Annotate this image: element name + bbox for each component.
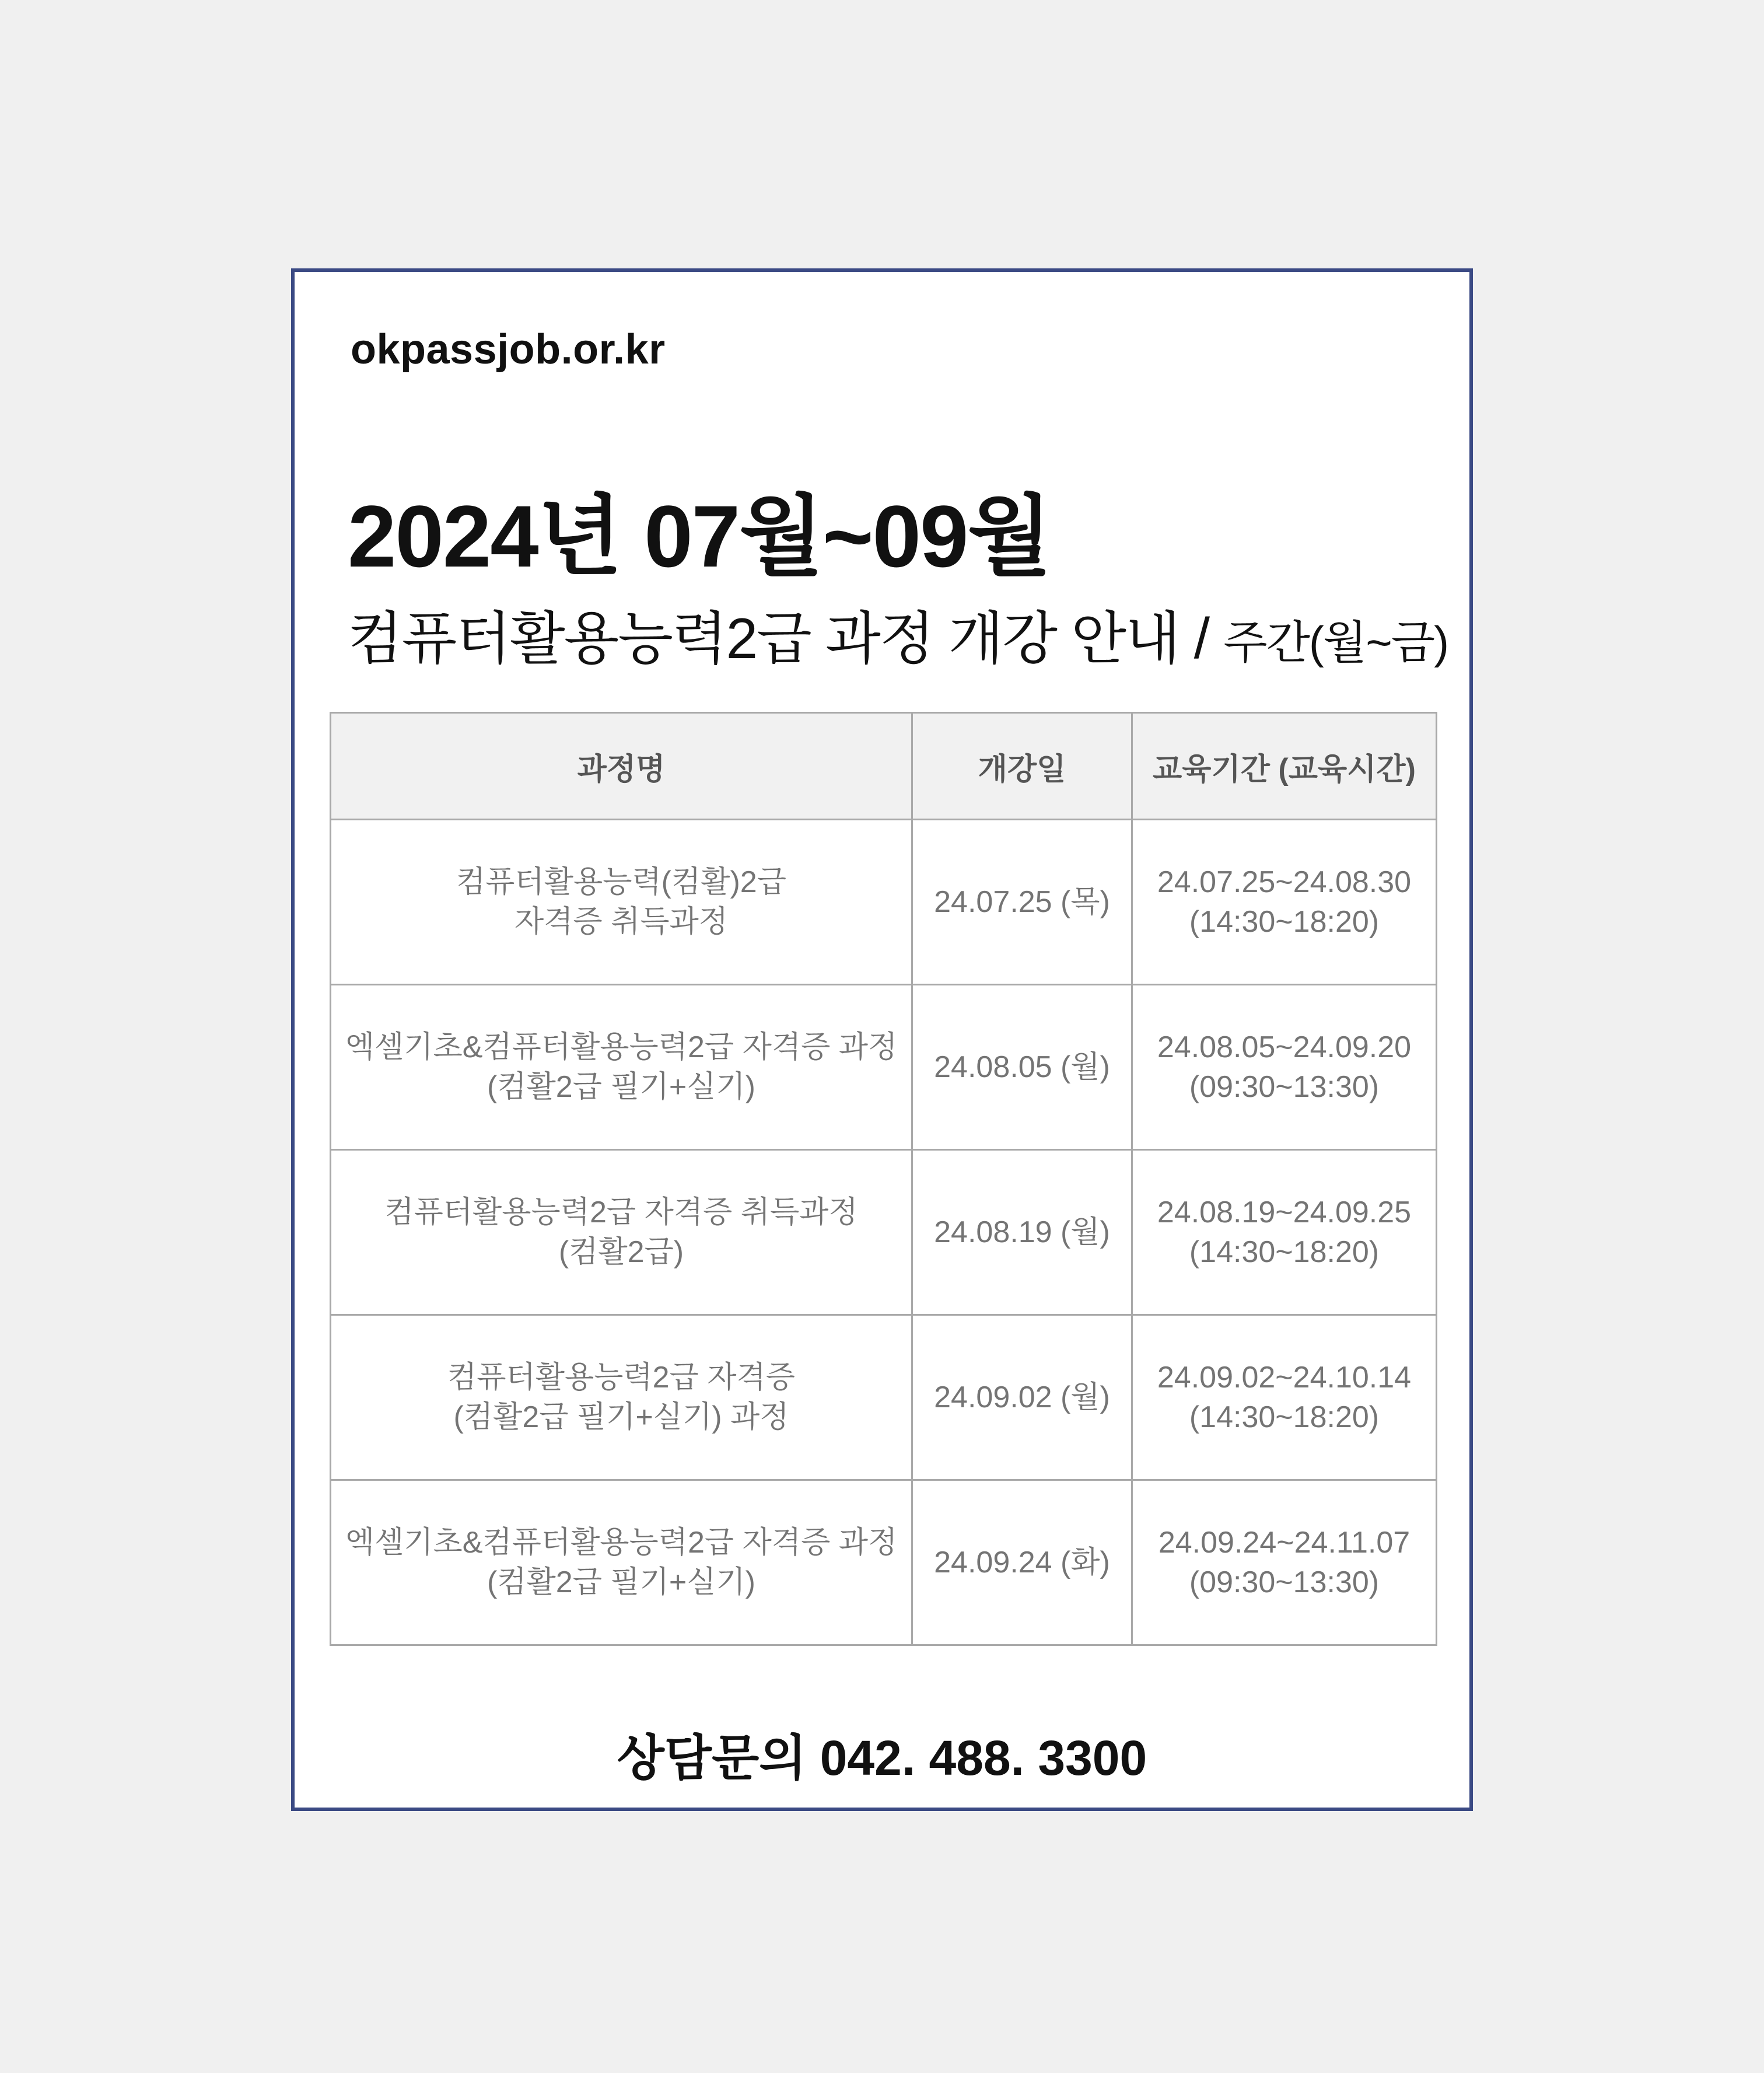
table-row <box>331 820 1437 985</box>
start-date-cell <box>912 1315 1132 1480</box>
start-date: 24.09.02 (월) <box>934 1380 1110 1414</box>
start-date: 24.08.05 (월) <box>934 1050 1110 1084</box>
course-name-line: (컴활2급 필기+실기) 과정 <box>453 1400 789 1434</box>
notice-card <box>291 268 1473 1811</box>
start-date-cell <box>912 820 1132 985</box>
table-row <box>331 1150 1437 1315</box>
start-date-cell <box>912 1480 1132 1645</box>
period-dates: 24.09.02~24.10.14 <box>1157 1361 1412 1394</box>
header-course-name: 과정명 <box>331 713 912 820</box>
start-date: 24.08.19 (월) <box>934 1215 1110 1249</box>
period-hours: (09:30~13:30) <box>1189 1565 1380 1599</box>
period-hours: (09:30~13:30) <box>1189 1070 1380 1104</box>
course-schedule-table <box>330 712 1437 1646</box>
course-name-line: (컴활2급 필기+실기) <box>487 1565 755 1599</box>
period-cell <box>1132 985 1437 1150</box>
contact-phone: 상담문의 042. 488. 3300 <box>617 1731 1147 1785</box>
course-name-line: 엑셀기초&컴퓨터활용능력2급 자격증 과정 <box>345 1030 898 1064</box>
course-name-cell <box>331 820 912 985</box>
table-header-row <box>331 713 1437 820</box>
period-hours: (14:30~18:20) <box>1189 1235 1380 1269</box>
course-name-line: 컴퓨터활용능력2급 자격증 취득과정 <box>384 1195 858 1229</box>
header-start-date: 개강일 <box>912 713 1132 820</box>
period-hours: (14:30~18:20) <box>1189 905 1380 939</box>
course-name-line: (컴활2급 필기+실기) <box>487 1070 755 1104</box>
period-cell <box>1132 820 1437 985</box>
table-row <box>331 1480 1437 1645</box>
course-name-line: 자격증 취득과정 <box>514 905 729 939</box>
period-dates: 24.09.24~24.11.07 <box>1158 1526 1410 1560</box>
period-dates: 24.08.05~24.09.20 <box>1157 1030 1412 1064</box>
subtitle-schedule-type: 주간(월~금) <box>1223 617 1448 668</box>
page-title: 2024년 07월~09월 <box>348 487 1051 585</box>
header-period: 교육기간 (교육시간) <box>1132 713 1437 820</box>
course-name-line: 컴퓨터활용능력(컴활)2급 <box>456 865 786 899</box>
table-row <box>331 985 1437 1150</box>
period-cell <box>1132 1315 1437 1480</box>
period-hours: (14:30~18:20) <box>1189 1400 1380 1434</box>
course-name-cell <box>331 1480 912 1645</box>
table-row <box>331 1315 1437 1480</box>
course-name-line: 엑셀기초&컴퓨터활용능력2급 자격증 과정 <box>345 1526 898 1560</box>
course-name-cell <box>331 1315 912 1480</box>
site-url: okpassjob.or.kr <box>351 326 666 373</box>
start-date: 24.07.25 (목) <box>934 885 1110 919</box>
course-name-cell <box>331 985 912 1150</box>
course-name-cell <box>331 1150 912 1315</box>
period-cell <box>1132 1150 1437 1315</box>
period-cell <box>1132 1480 1437 1645</box>
course-name-line: 컴퓨터활용능력2급 자격증 <box>447 1361 795 1394</box>
start-date-cell <box>912 1150 1132 1315</box>
start-date: 24.09.24 (화) <box>934 1546 1110 1579</box>
start-date-cell <box>912 985 1132 1150</box>
subtitle-main: 컴퓨터활용능력2급 과정 개강 안내 / <box>348 606 1224 670</box>
page-subtitle <box>348 604 1448 673</box>
course-name-line: (컴활2급) <box>558 1235 684 1269</box>
period-dates: 24.08.19~24.09.25 <box>1157 1195 1412 1229</box>
period-dates: 24.07.25~24.08.30 <box>1157 865 1412 899</box>
